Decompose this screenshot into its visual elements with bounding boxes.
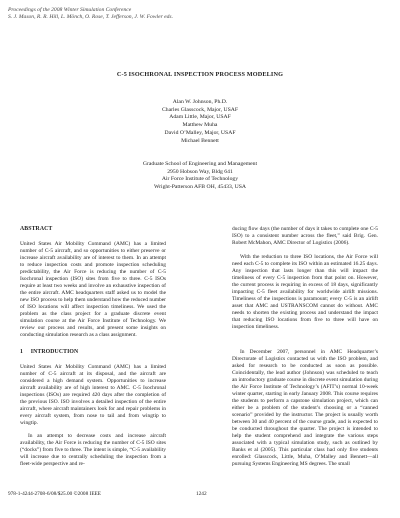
introduction-paragraph-2: In an attempt to decrease costs and increase aircraft availability, the Air Force is reducing the number of C-5 ISO sites (“docks”) from five to three. The intent is simple, “C-5 availability will increase due to centrally scheduling the inspection from a fleet-wide perspective and re-	[20, 433, 166, 468]
affiliation	[0, 161, 400, 192]
introduction-paragraph-1: United States Air Mobility Command (AMC) has a limited number of C-5 aircraft at its disposal, and the aircraft are considered a high demand system. Opportunities to increase aircraft availability are of high interest to AMC. C-5 Isochronal inspections (ISOs) are required 420 days after the completion of the previous ISO. ISO involves a detailed inspection of the entire aircraft, where aircraft maintainers look for and repair problems in every aircraft system, from nose to tail and from wingtip to wingtip.	[20, 364, 166, 427]
right-paragraph-2: With the reduction to three ISO locations, the Air Force will need each C-5 to complete its ISO within an estimated 16.25 days. Any inspection that lasts longer than this will impact the timeliness of every C-5 inspection from that point on. However, the current process is requiring in excess of 18 days, significantly impacting C-5 fleet availability for worldwide airlift missions. Timeliness of the inspections is paramount; every C-5 is an airlift asset that AMC and USTRANSCOM cannot do without. AMC needs to shorten the existing process and understand the impact that reducing ISO locations from five to three will have on inspection timeliness.	[232, 254, 378, 331]
right-paragraph-1: ducing flow days (the number of days it takes to complete one C-5 ISO) to a consistent number across the fleet,” said Brig. Gen. Robert McMahon, AMC Director of Logistics (2006).	[232, 226, 378, 247]
affiliation-line: Wright-Patterson AFB OH, 45433, USA	[153, 184, 247, 191]
author: Matthew Muha	[182, 122, 218, 129]
abstract-heading: ABSTRACT	[20, 226, 53, 232]
introduction-heading: 1 INTRODUCTION	[20, 349, 79, 355]
page-number: 1242	[196, 491, 207, 497]
author: Michael Bennett	[181, 137, 219, 144]
author-list	[0, 99, 400, 145]
author: David O’Malley, Major, USAF	[164, 129, 236, 136]
proceedings-title: Proceedings of the 2008 Winter Simulation Conference	[8, 7, 132, 13]
author: Charles Glasscock, Major, USAF	[161, 106, 239, 113]
affiliation-line: Graduate School of Engineering and Management	[142, 161, 258, 167]
abstract-text: United States Air Mobility Command (AMC) has a limited number of C-5 aircraft, and so opportunities to either preserve or increase aircraft availability are of interest to them. In an attempt to reduce inspection costs and promote inspection scheduling predictability, the Air Force is reducing the number of C-5 Isochronal inspection (ISO) sites from five to three. C-5 ISOs require at least two weeks and involve an exhaustive inspection of the entire aircraft. AMC headquarters staff asked us to model the new ISO process to help them understand how the reduced number of ISO locations will affect inspection timeliness. We used the problem as the class project for a graduate discrete event simulation course at the Air Force Institute of Technology. We review our process and results, and present some insights on conducting simulation research as a class assignment.	[20, 241, 166, 339]
affiliation-line: Air Force Institute of Technology	[161, 176, 239, 183]
paper-title: C-5 ISOCHRONAL INSPECTION PROCESS MODELING	[116, 71, 284, 78]
author: Alan W. Johnson, Ph.D.	[172, 99, 228, 105]
proceedings-header	[8, 7, 308, 21]
right-paragraph-3: In December 2007, personnel in AMC Headquarter’s Directorate of Logistics contacted us with the ISO problem, and asked for research to be conducted as soon as possible. Coincidentally, the lead author (Johnson) was scheduled to teach an introductory graduate course in discrete event simulation during the Air Force Institute of Technology’s (AFIT’s) normal 10-week winter quarter, starting in early January 2008. This course requires the students to perform a capstone simulation project, which can either be a problem of the student’s choosing or a “canned scenario” provided by the instructor. The project is usually worth between 30 and 40 percent of the course grade, and is expected to be conducted throughout the quarter. The project is intended to help the student comprehend and integrate the various steps associated with a typical simulation study, such as outlined by Banks et al (2005). This particular class had only five students enrolled: Glasscock, Little, Muha, O’Malley and Bennett—all pursuing Systems Engineering MS degrees. The small	[232, 349, 378, 468]
proceedings-editors: S. J. Mason, R. R. Hill, L. Mönch, O. Rose, T. Jefferson, J. W. Fowler eds.	[8, 14, 173, 20]
author: Adam Little, Major, USAF	[169, 114, 231, 121]
copyright-footer: 978-1-4244-2708-6/08/$25.00 ©2008 IEEE	[8, 491, 102, 497]
affiliation-line: 2950 Hobson Way, Bldg 641	[167, 168, 233, 175]
